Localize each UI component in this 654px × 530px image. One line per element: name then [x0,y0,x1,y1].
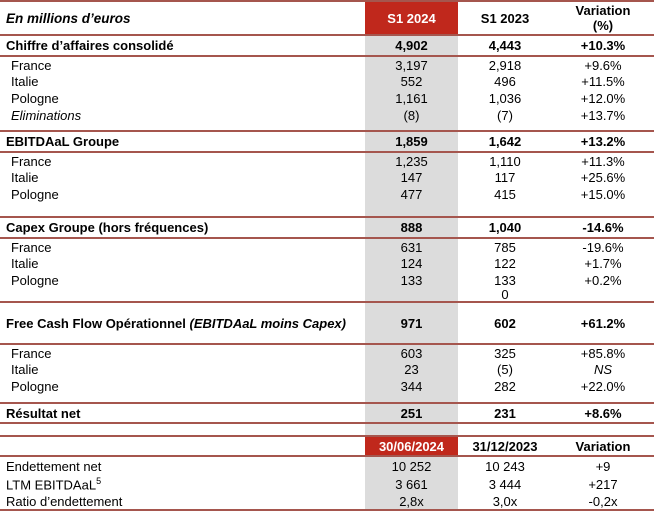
value-variation: +15.0% [580,187,626,202]
value-variation: +10.3% [552,35,654,56]
row-label: France [11,57,52,73]
value-s1-2023: 4,443 [458,35,552,56]
table-row-ltm-ebitdaal [0,475,654,494]
value-s1-2024: 971 [365,302,458,344]
value-variation: +0.2% [584,273,622,288]
section-row-chiffre-affaires [0,35,654,56]
spacer-row [0,124,654,131]
section-row-free-cash-flow [0,302,654,344]
value-variation: +22.0% [580,379,626,394]
table-row-pologne [0,272,654,289]
col-header-31-12-2023: 31/12/2023 [458,436,552,456]
row-label: Chiffre d’affaires consolidé [0,35,365,56]
value-s1-2024: 4,902 [365,35,458,56]
table-row-italie [0,73,654,90]
value-s1-2024: 3,197 [365,56,458,73]
value-s1-2023: 602 [458,302,552,344]
table-row-ratio-endettement [0,494,654,510]
spacer-row [0,423,654,436]
table-row-pologne [0,378,654,395]
row-label: France [11,153,52,169]
value-variation: +13.7% [580,108,626,123]
row-label: Italie [11,362,39,377]
value-31-12-2023: 10 243 [485,458,525,474]
value-31-12-2023: 3 444 [488,477,522,492]
value-variation: +1.7% [584,256,622,271]
table-row-italie [0,361,654,378]
table-row-pologne [0,186,654,203]
table-row-pologne [0,90,654,107]
value-30-06-2024: 3 661 [365,475,458,494]
value-variation: -14.6% [552,217,654,238]
section-row-capex [0,217,654,238]
value-s1-2023: 1,040 [458,217,552,238]
value-s1-2023: 231 [458,403,552,423]
value-s1-2023: 117 [494,170,516,185]
row-label: Pologne [11,187,59,202]
value-variation: +8.6% [552,403,654,423]
value-s1-2023: (5) [497,362,513,377]
row-label: Pologne [11,379,59,394]
value-s1-2024: (8) [365,107,458,124]
value-s1-2023: 325 [494,345,516,361]
value-s1-2024: 603 [365,344,458,361]
row-label: Résultat net [0,403,365,423]
value-s1-2024: 552 [365,73,458,90]
value-s1-2023: 133 [494,273,516,288]
value-s1-2024 [365,289,458,302]
row-label: Eliminations [11,108,82,123]
table-row-france [0,152,654,169]
row-label: Italie [11,170,39,185]
value-s1-2024: 124 [365,255,458,272]
value-s1-2024: 1,161 [365,90,458,107]
row-label: Free Cash Flow Opérationnel (EBITDAaL moins Capex) [0,302,365,344]
value-variation: +11.3% [581,153,625,169]
row-label: France [11,239,52,255]
value-s1-2024: 477 [365,186,458,203]
row-label: Italie [11,74,39,89]
value-variation: +9.6% [584,57,622,73]
value-s1-2024: 344 [365,378,458,395]
row-label: Ratio d’endettement [6,494,123,509]
value-31-12-2023: 3,0x [492,494,518,509]
value-s1-2023: 496 [494,74,516,89]
value-s1-2024: 147 [365,169,458,186]
section-row-resultat-net [0,403,654,423]
value-variation: NS [593,362,613,377]
value-s1-2023: 122 [494,256,516,271]
debt-header-row [0,436,654,456]
spacer-row [0,203,654,217]
unit-label: En millions d’euros [0,1,365,35]
value-s1-2023: 0 [458,289,552,302]
value-variation [552,289,654,302]
value-variation: +61.2% [552,302,654,344]
table-row-zero [0,289,654,302]
table-row-endettement-net [0,456,654,475]
value-variation: +9 [595,458,611,474]
row-label: LTM EBITDAaL$^5$ [6,476,102,493]
row-label: France [11,345,52,361]
col-header-s1-2024: S1 2024 [365,1,458,35]
col-header-s1-2023: S1 2023 [458,1,552,35]
row-label: Italie [11,256,39,271]
row-label: Pologne [11,273,59,288]
footnote-ref: 5 [96,476,102,487]
col-header-30-06-2024: 30/06/2024 [365,436,458,456]
value-variation: -0,2x [588,494,618,509]
value-s1-2023: 2,918 [488,57,522,73]
value-s1-2024: 1,235 [365,152,458,169]
value-s1-2023: (7) [497,108,513,123]
row-label: Capex Groupe (hors fréquences) [0,217,365,238]
value-s1-2024: 888 [365,217,458,238]
value-s1-2023: 1,036 [488,91,522,106]
value-s1-2024: 1,859 [365,131,458,152]
empty-cell [0,436,365,456]
table-row-france [0,56,654,73]
row-label: EBITDAaL Groupe [0,131,365,152]
value-variation: +25.6% [580,170,626,185]
section-row-ebitdaal [0,131,654,152]
value-variation: +12.0% [580,91,626,106]
value-variation: +85.8% [580,345,626,361]
spacer-row [0,395,654,403]
row-label [0,289,365,302]
value-s1-2024: 251 [365,403,458,423]
row-label: Pologne [11,91,59,106]
table-row-eliminations [0,107,654,124]
value-s1-2024: 631 [365,238,458,255]
value-30-06-2024: 10 252 [365,456,458,475]
value-s1-2023: 1,110 [489,153,521,169]
value-variation: +11.5% [581,74,625,89]
value-s1-2023: 415 [494,187,516,202]
value-s1-2023: 282 [494,379,516,394]
value-s1-2023: 1,642 [458,131,552,152]
value-s1-2024: 23 [365,361,458,378]
value-variation: +13.2% [552,131,654,152]
row-label: Endettement net [6,458,102,474]
table-row-france [0,238,654,255]
value-variation: -19.6% [582,239,624,255]
value-30-06-2024: 2,8x [365,494,458,510]
value-variation: +217 [588,477,618,492]
col-header-variation: Variation [552,436,654,456]
value-s1-2024: 133 [365,272,458,289]
table-row-france [0,344,654,361]
value-s1-2023: 785 [494,239,516,255]
col-header-variation: Variation (%) [552,1,654,35]
table-row-italie [0,169,654,186]
table-header-row [0,1,654,35]
table-row-italie [0,255,654,272]
